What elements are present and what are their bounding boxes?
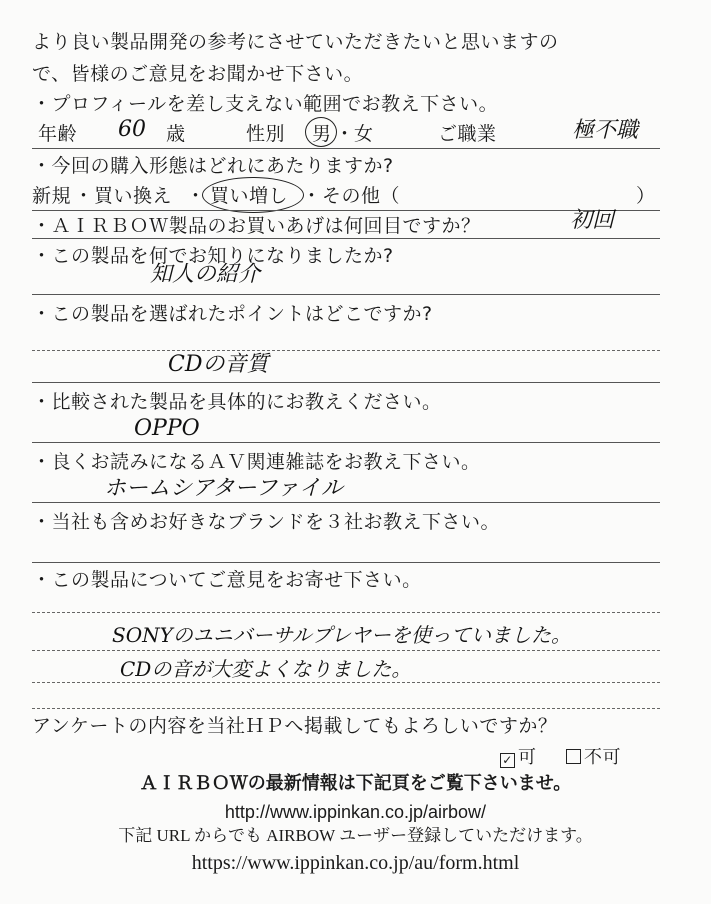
opinion-answer-line-2: CDの音が大変よくなりました。 — [120, 657, 412, 681]
magazine-rule — [32, 502, 660, 503]
times-answer: 初回 — [570, 208, 615, 233]
point-question: ・この製品を選ばれたポイントはどこですか? — [32, 303, 433, 325]
times-question: ・ＡＩＲＢＯＷ製品のお買いあげは何回目ですか？ — [32, 215, 481, 237]
opinion-dash-rule-2 — [32, 650, 660, 651]
gender-separator: ・ — [335, 123, 355, 145]
source-rule — [32, 294, 660, 295]
opinion-dash-rule-4 — [32, 708, 660, 709]
publish-no-checkbox[interactable] — [566, 749, 581, 764]
age-label: 年齢 — [38, 123, 78, 145]
footer-url-2[interactable]: https://www.ippinkan.co.jp/au/form.html — [191, 852, 520, 874]
purchase-sep-2: ・ — [186, 185, 206, 207]
profile-question: ・プロフィールを差し支えない範囲でお教え下さい。 — [32, 93, 499, 115]
footer-headline: ＡＩＲＢＯＷの最新情報は下記頁をご覧下さいませ。 — [139, 773, 572, 794]
job-label: ご職業 — [438, 123, 497, 145]
age-value: 60 — [118, 117, 146, 142]
compare-rule — [32, 442, 660, 443]
gender-male-circle — [305, 117, 337, 147]
purchase-add-circle — [202, 177, 304, 213]
brands-rule — [32, 562, 660, 563]
profile-rule — [32, 148, 660, 149]
opinion-answer-line-1: SONYのユニバーサルプレヤーを使っていました。 — [112, 623, 572, 647]
publish-yes-option[interactable] — [500, 746, 537, 770]
age-unit: 歳 — [166, 123, 186, 145]
intro-line-1: より良い製品開発の参考にさせていただきたいと思いますの — [32, 31, 559, 53]
purchase-question: ・今回の購入形態はどれにあたりますか? — [32, 155, 394, 177]
purchase-sep-3: ・ — [302, 185, 322, 207]
publish-yes-label: 可 — [518, 747, 537, 768]
gender-female: 女 — [354, 123, 374, 145]
intro-line-2: で、皆様のご意見をお聞かせ下さい。 — [32, 63, 364, 85]
purchase-other: その他（ — [322, 185, 401, 207]
publish-no-label: 不可 — [584, 747, 621, 768]
opinion-dash-rule-3 — [32, 682, 660, 683]
purchase-close-paren: ） — [636, 185, 656, 207]
source-answer: 知人の紹介 — [150, 262, 261, 287]
purchase-rule — [32, 210, 660, 211]
purchase-replace: 買い換え — [94, 185, 173, 207]
magazine-question: ・良くお読みになるＡＶ関連雑誌をお教え下さい。 — [32, 451, 481, 473]
source-question: ・この製品を何でお知りになりましたか? — [32, 245, 394, 267]
opinion-question: ・この製品についてご意見をお寄せ下さい。 — [32, 569, 422, 591]
purchase-sep-1: ・ — [74, 185, 94, 207]
point-dash-rule — [32, 350, 660, 351]
point-rule — [32, 382, 660, 383]
publish-yes-checkbox[interactable]: ✓ — [500, 753, 515, 768]
footer-register: 下記 URL からでも AIRBOW ユーザー登録していただけます。 — [118, 826, 593, 845]
point-answer: CDの音質 — [168, 352, 269, 377]
opinion-dash-rule-1 — [32, 612, 660, 613]
brands-question: ・当社も含めお好きなブランドを３社お教え下さい。 — [32, 511, 501, 533]
times-rule — [32, 238, 660, 239]
publish-no-option[interactable] — [566, 746, 621, 770]
purchase-new: 新規 — [32, 185, 72, 207]
magazine-answer: ホームシアターファイル — [104, 476, 343, 501]
compare-question: ・比較された製品を具体的にお教えください。 — [32, 391, 442, 413]
job-value: 極不職 — [572, 118, 639, 143]
footer-url-1[interactable]: http://www.ippinkan.co.jp/airbow/ — [224, 802, 487, 822]
purchase-add: 買い増し — [210, 185, 289, 207]
compare-answer: OPPO — [134, 416, 200, 441]
gender-male: 男 — [312, 123, 332, 145]
gender-label: 性別 — [246, 123, 286, 145]
publish-question: アンケートの内容を当社ＨＰへ掲載してもよろしいですか？ — [32, 715, 558, 737]
